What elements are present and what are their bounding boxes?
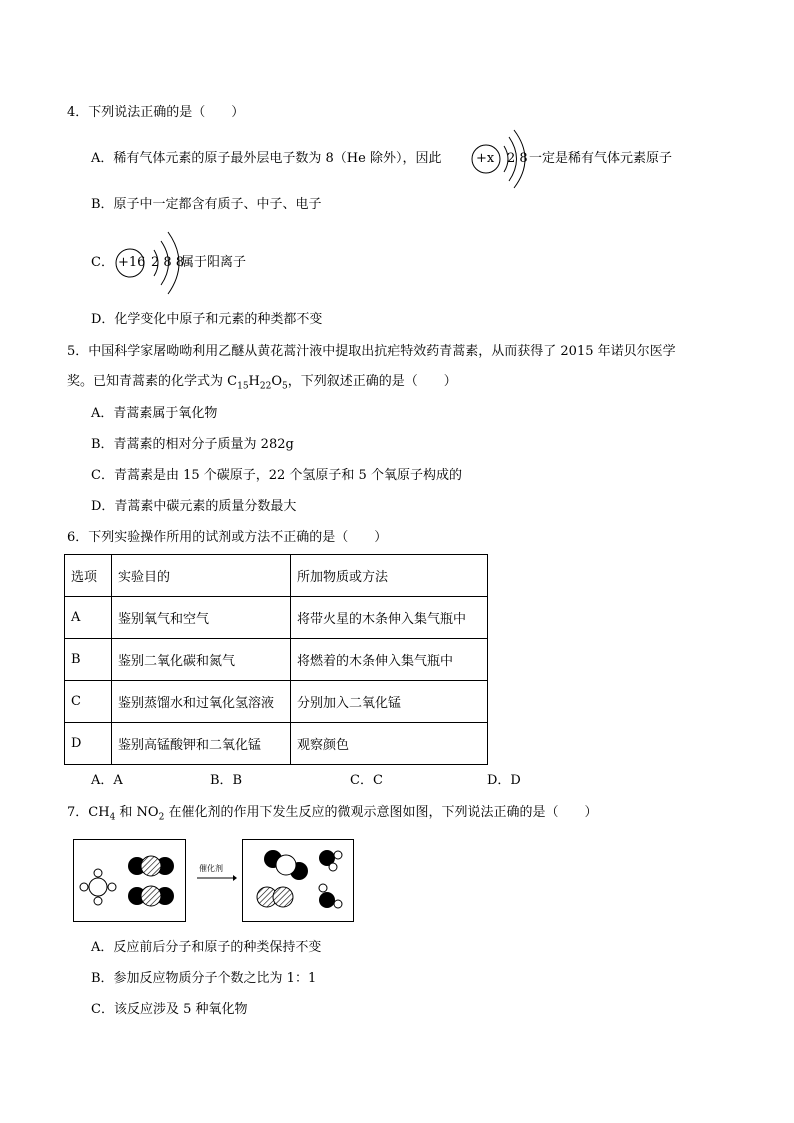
q7-option-c[interactable]: C．该反应涉及 5 种氧化物 <box>91 1002 248 1017</box>
catalyst-label: 催化剂 <box>199 864 223 873</box>
table-header-cell: 实验目的 <box>112 555 291 597</box>
table-cell: 将带火星的木条伸入集气瓶中 <box>291 597 488 639</box>
q7-sub-4: 4 <box>109 812 116 823</box>
q4-option-a-tail: 一定是稀有气体元素原子 <box>529 151 673 166</box>
table-header-cell: 所加物质或方法 <box>291 555 488 597</box>
table-row <box>65 639 488 681</box>
table-cell: A <box>65 597 112 639</box>
experiment-table <box>64 554 488 765</box>
table-cell: 鉴别二氧化碳和氮气 <box>112 639 291 681</box>
q6-choice-d[interactable]: D．D <box>487 773 521 788</box>
q5-sub-h: 22 <box>259 381 272 392</box>
atom-shell-electrons-16: 2 8 8 <box>151 255 185 270</box>
q7-sub-2: 2 <box>158 812 165 823</box>
table-cell: 分别加入二氧化锰 <box>291 681 488 723</box>
q4-option-a-text: A．稀有气体元素的原子最外层电子数为 8（He 除外），因此 <box>91 151 442 166</box>
q7-stem-part-a: 7．CH <box>67 805 110 820</box>
q5-stem-part-c: O <box>271 374 283 389</box>
products-diagram <box>242 839 354 922</box>
table-row <box>65 723 488 765</box>
atom-shell-electrons-x: 2 8 <box>507 151 528 166</box>
q7-stem-part-c: 在催化剂的作用下发生反应的微观示意图如图，下列说法正确的是（ ） <box>164 805 598 820</box>
table-cell: 鉴别高锰酸钾和二氧化锰 <box>112 723 291 765</box>
table-header-cell: 选项 <box>65 555 112 597</box>
q7-option-a[interactable]: A．反应前后分子和原子的种类保持不变 <box>91 940 322 955</box>
q4-option-c-label[interactable]: C． <box>91 255 114 270</box>
q5-sub-c: 15 <box>237 381 249 392</box>
q4-option-b[interactable]: B．原子中一定都含有质子、中子、电子 <box>91 197 322 212</box>
q5-option-c[interactable]: C．青蒿素是由 15 个碳原子，22 个氢原子和 5 个氧原子构成的 <box>91 468 462 483</box>
table-cell: 观察颜色 <box>291 723 488 765</box>
q6-choice-b[interactable]: B．B <box>210 773 243 788</box>
q5-sub-o: 5 <box>282 381 288 392</box>
q5-stem-part-a: 奖。已知青蒿素的化学式为 C <box>67 374 238 389</box>
q4-option-d[interactable]: D．化学变化中原子和元素的种类都不变 <box>91 312 323 327</box>
q7-stem-part-b: 和 NO <box>115 805 159 820</box>
table-cell: D <box>65 723 112 765</box>
atom-nucleus-label-16: +16 <box>118 255 146 270</box>
q7-option-b[interactable]: B．参加反应物质分子个数之比为 1：1 <box>91 971 317 986</box>
q5-option-b[interactable]: B．青蒿素的相对分子质量为 282g <box>91 437 294 452</box>
q4-option-c-tail: 属于阳离子 <box>181 255 247 270</box>
table-cell: 将燃着的木条伸入集气瓶中 <box>291 639 488 681</box>
table-row <box>65 597 488 639</box>
atom-nucleus-label-x: +x <box>476 151 495 166</box>
q5-option-d[interactable]: D．青蒿素中碳元素的质量分数最大 <box>91 499 297 514</box>
table-cell: 鉴别氧气和空气 <box>112 597 291 639</box>
q6-stem: 6．下列实验操作所用的试剂或方法不正确的是（ ） <box>67 530 388 545</box>
table-cell: B <box>65 639 112 681</box>
q7-stem <box>67 804 597 827</box>
reactants-diagram <box>73 839 186 922</box>
table-row <box>65 681 488 723</box>
q6-choice-c[interactable]: C．C <box>350 773 383 788</box>
table-header-row <box>65 555 488 597</box>
q4-stem: 4．下列说法正确的是（ ） <box>67 105 245 120</box>
reaction-arrow-icon <box>197 874 237 882</box>
table-cell: C <box>65 681 112 723</box>
q5-stem-part-d: ，下列叙述正确的是（ ） <box>287 374 457 389</box>
q5-option-a[interactable]: A．青蒿素属于氧化物 <box>91 406 218 421</box>
q5-stem-line2 <box>67 373 457 396</box>
q5-stem-line1: 5．中国科学家屠呦呦利用乙醚从黄花蒿汁液中提取出抗疟特效药青蒿素，从而获得了 2015 年诺贝尔医学 <box>67 344 676 359</box>
table-cell: 鉴别蒸馏水和过氧化氢溶液 <box>112 681 291 723</box>
q4-option-a[interactable] <box>91 150 441 168</box>
q6-choice-a[interactable]: A．A <box>91 773 123 788</box>
q5-stem-part-b: H <box>248 374 260 389</box>
